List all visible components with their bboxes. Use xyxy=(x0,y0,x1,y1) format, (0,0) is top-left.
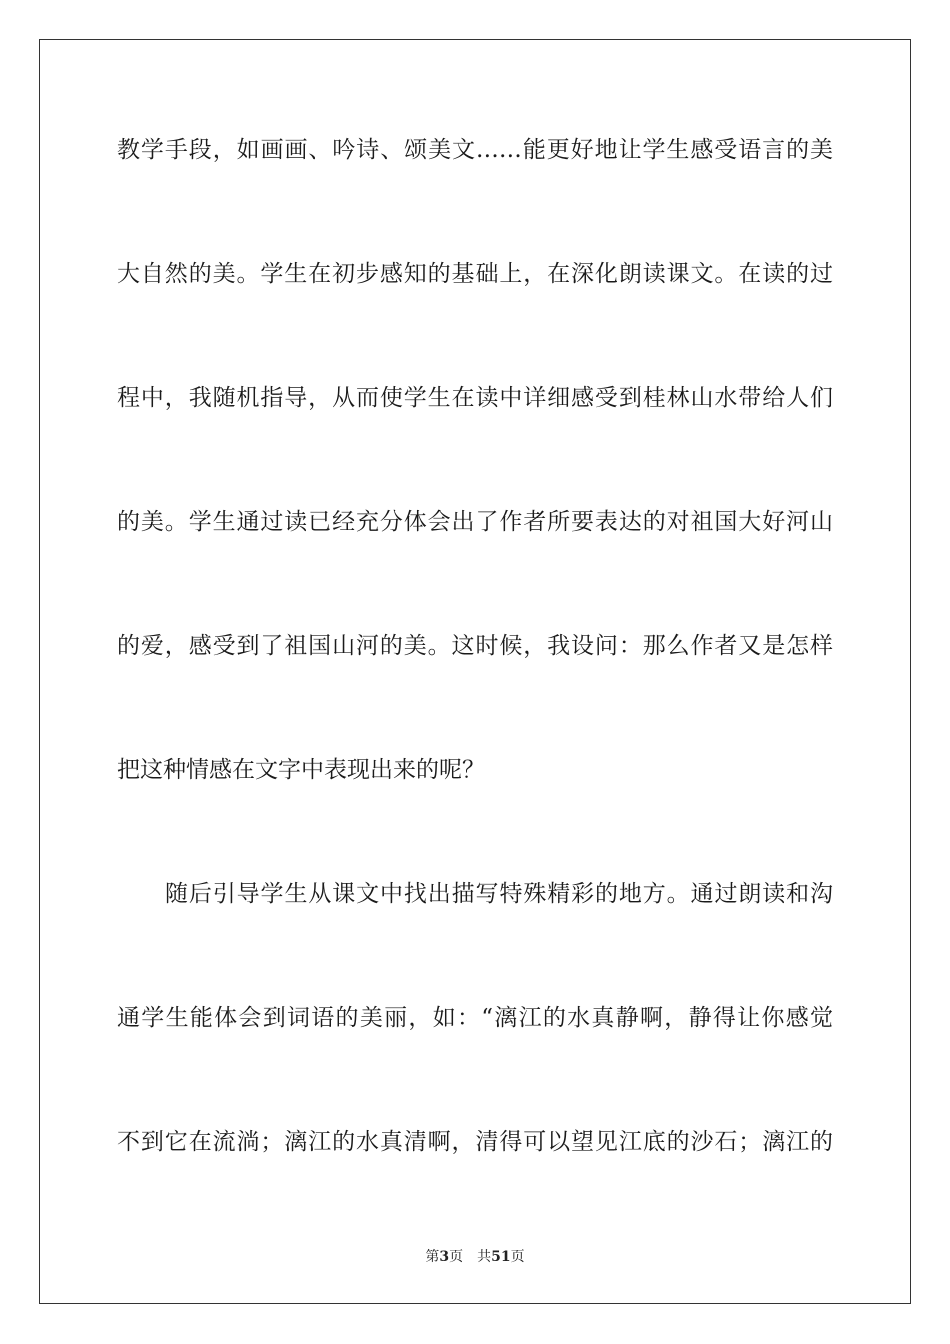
body-line-3: 程中，我随机指导，从而使学生在读中详细感受到桂林山水带给人们 xyxy=(117,385,833,411)
total-pages: 51 xyxy=(491,1249,511,1265)
body-line-6: 把这种情感在文字中表现出来的呢？ xyxy=(117,757,485,783)
page-footer xyxy=(0,1248,950,1266)
total-prefix: 共 xyxy=(477,1249,492,1265)
body-line-8: 通学生能体会到词语的美丽，如：“漓江的水真静啊，静得让你感觉 xyxy=(117,1005,833,1031)
page-prefix: 第 xyxy=(425,1249,440,1265)
body-line-7: 随后引导学生从课文中找出描写特殊精彩的地方。通过朗读和沟 xyxy=(165,881,833,907)
body-line-2: 大自然的美。学生在初步感知的基础上，在深化朗读课文。在读的过 xyxy=(117,261,833,287)
body-line-4: 的美。学生通过读已经充分体会出了作者所要表达的对祖国大好河山 xyxy=(117,509,833,535)
page-number: 3 xyxy=(439,1249,450,1265)
total-suffix: 页 xyxy=(510,1249,525,1265)
body-line-9: 不到它在流淌；漓江的水真清啊，清得可以望见江底的沙石；漓江的 xyxy=(117,1129,833,1155)
page-suffix: 页 xyxy=(449,1249,464,1265)
page-border xyxy=(39,39,911,1304)
body-line-1: 教学手段，如画画、吟诗、颂美文……能更好地让学生感受语言的美 xyxy=(117,137,833,163)
body-line-5: 的爱，感受到了祖国山河的美。这时候，我设问：那么作者又是怎样 xyxy=(117,633,833,659)
